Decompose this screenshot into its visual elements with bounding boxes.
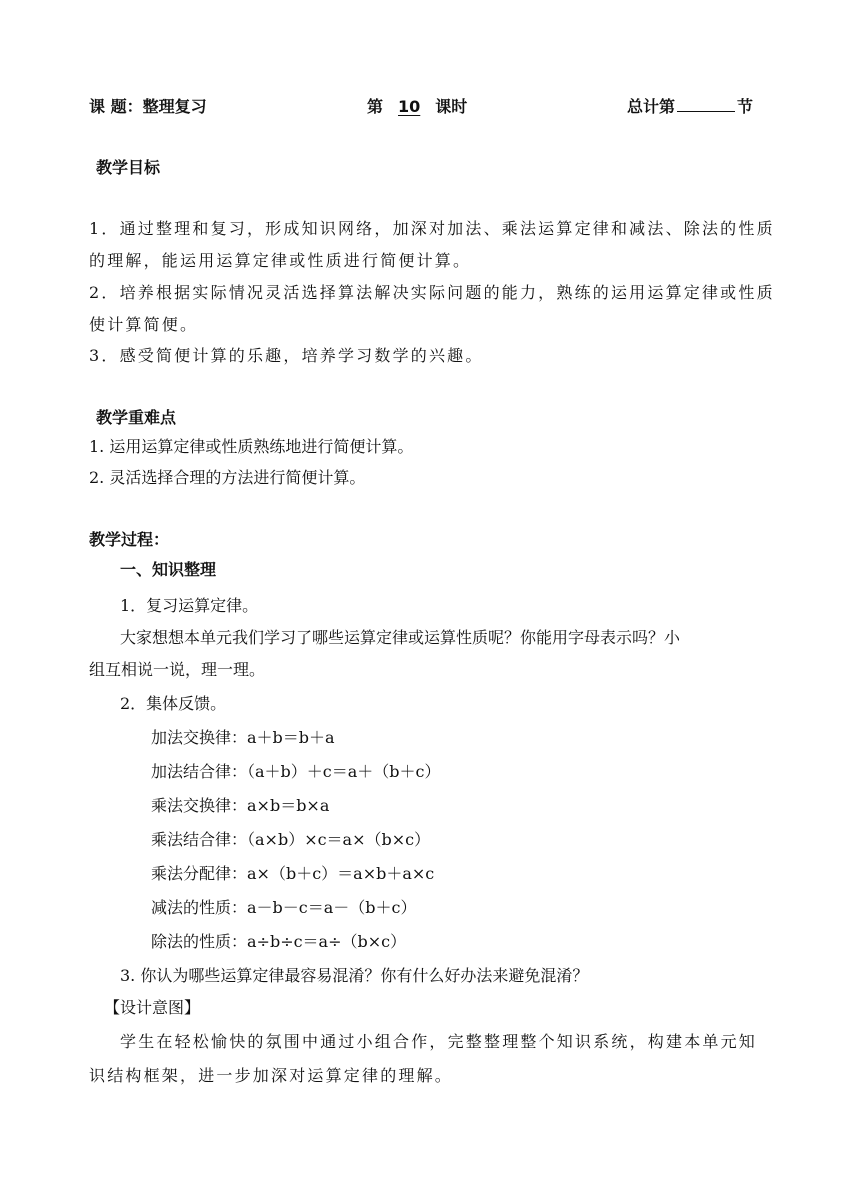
process-item: 3. 你认为哪些运算定律最容易混淆？你有什么好办法来避免混淆？	[120, 966, 589, 985]
paragraph-line: 组互相说一说，理一理。	[89, 660, 266, 679]
law-line: 乘法交换律：a×b＝b×a	[151, 796, 330, 815]
total-prefix: 总计第	[627, 97, 676, 116]
design-heading: 【设计意图】	[104, 998, 201, 1017]
law-line: 加法交换律：a＋b＝b＋a	[151, 728, 335, 747]
paragraph-line: 大家想想本单元我们学习了哪些运算定律或运算性质呢？你能用字母表示吗？小	[120, 628, 681, 647]
law-line: 乘法结合律：（a×b）×c＝a×（b×c）	[151, 830, 431, 849]
lesson-suffix: 课时	[435, 97, 468, 116]
law-line: 乘法分配律：a×（b＋c）＝a×b＋a×c	[151, 864, 435, 883]
law-line: 除法的性质：a÷b÷c＝a÷（b×c）	[151, 932, 407, 951]
section-heading: 一、知识整理	[120, 560, 217, 579]
objective-line: 使计算简便。	[89, 315, 199, 334]
lesson-prefix: 第	[367, 97, 384, 116]
key-point-line: 2. 灵活选择合理的方法进行简便计算。	[89, 468, 366, 487]
objective-line: 的理解，能运用运算定律或性质进行简便计算。	[89, 251, 472, 270]
objective-line: 3．感受简便计算的乐趣，培养学习数学的兴趣。	[89, 346, 484, 365]
design-line: 识结构框架，进一步加深对运算定律的理解。	[89, 1066, 454, 1085]
design-line: 学生在轻松愉快的氛围中通过小组合作，完整整理整个知识系统，构建本单元知	[120, 1032, 758, 1051]
process-item: 2．集体反馈。	[120, 694, 227, 713]
total-blank	[677, 97, 735, 112]
lesson-count	[367, 97, 467, 117]
process-item: 1．复习运算定律。	[120, 596, 259, 615]
objective-line: 2．培养根据实际情况灵活选择算法解决实际问题的能力，熟练的运用运算定律或性质	[89, 283, 775, 302]
lesson-number: 10	[398, 97, 421, 116]
law-line: 减法的性质：a－b－c＝a－（b＋c）	[151, 898, 417, 917]
process-heading: 教学过程：	[89, 530, 170, 549]
objectives-heading: 教学目标	[96, 158, 161, 177]
topic-title: 课 题：整理复习	[89, 97, 207, 116]
law-line: 加法结合律：（a＋b）＋c＝a＋（b＋c）	[151, 762, 441, 781]
key-point-line: 1. 运用运算定律或性质熟练地进行简便计算。	[89, 437, 414, 456]
objective-line: 1．通过整理和复习，形成知识网络，加深对加法、乘法运算定律和减法、除法的性质	[89, 219, 775, 238]
key-points-heading: 教学重难点	[96, 408, 177, 427]
total-count	[627, 97, 753, 117]
total-suffix: 节	[737, 97, 754, 116]
